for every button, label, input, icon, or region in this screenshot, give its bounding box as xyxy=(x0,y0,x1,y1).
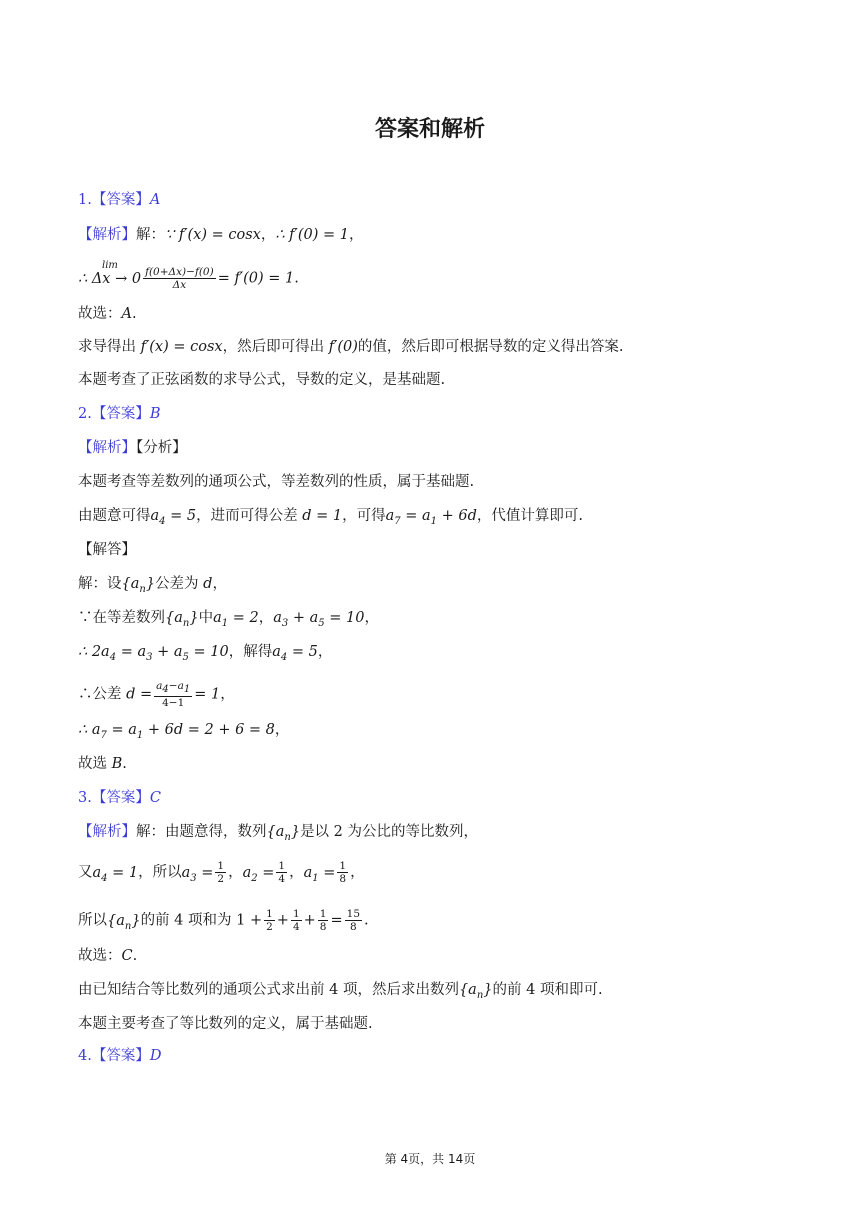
answer-4-heading: 4.【答案】D xyxy=(78,1048,162,1064)
q2-summary-line: 本题考查等差数列的通项公式，等差数列的性质，属于基础题. xyxy=(78,474,475,490)
q3-comment-line: 本题主要考查了等比数列的定义，属于基础题. xyxy=(78,1016,373,1032)
q3-method-line: 由已知结合等比数列的通项公式求出前 4 项，然后求出数列$\{a_n\}$的前 4 项和即可. xyxy=(78,982,603,1001)
page-footer: 第 4页，共 14页 xyxy=(384,1152,476,1166)
q3-analysis-line-2: 又$a_4 = 1$，所以$a_3$ = $\frac{1}{2}$ ，$a_2$ = $\frac{1}{4}$ ，$a_1$ = $\frac{1}{8}$ ， xyxy=(78,860,365,885)
q3-analysis-line-1: 【解析】解：由题意得，数列$\{a_n\}$是以 2 为公比的等比数列， xyxy=(78,824,479,843)
q2-choice-line: 故选 B. xyxy=(78,756,127,772)
q2-solution-line-4: ∴公差 d = $\frac{a_4-a_1}{4-1}$ = 1， xyxy=(78,680,235,710)
page-title: 答案和解析 xyxy=(374,117,485,142)
q1-choice-line: 故选：A. xyxy=(78,306,137,322)
answer-3-heading: 3.【答案】C xyxy=(78,790,161,806)
q2-solution-line-5: ∴ $a_7 = a_1 + 6d = 2 + 6 = 8$， xyxy=(78,722,290,741)
answer-1-heading: 1.【答案】A xyxy=(78,192,161,208)
q2-solution-line-2: ∵在等差数列$\{a_n\}$中$a_1 = 2$，$a_3 + a_5 = 10$， xyxy=(78,610,379,629)
answer-2-heading: 2.【答案】B xyxy=(78,406,161,422)
q2-solution-line-1: 解：设$\{a_n\}$公差为 d， xyxy=(78,576,227,595)
q2-solution-heading: 【解答】 xyxy=(78,542,136,558)
q1-method-line: 求导得出 f′(x) = cosx，然后即可得出 f′(0)的值，然后即可根据导数的定义得出答案. xyxy=(78,339,624,355)
q3-choice-line: 故选：C. xyxy=(78,948,138,964)
q1-limit-line: ∴ Δx → 0 lim $\frac{f(0+\Delta x)-f(0)}{\Delta x}$ = f′(0) = 1. xyxy=(78,259,299,291)
q1-analysis-line-1: 【解析】解：∵ f′(x) = cosx，∴ f′(0) = 1， xyxy=(78,227,364,243)
q2-solution-line-3: ∴ $2a_4 = a_3 + a_5 = 10$，解得$a_4 = 5$， xyxy=(78,644,333,663)
q2-method-line: 由题意可得$a_4 = 5$，进而可得公差 d = 1，可得$a_7 = a_1 + 6d$，代值计算即可. xyxy=(78,508,584,527)
q1-comment-line: 本题考查了正弦函数的求导公式，导数的定义，是基础题. xyxy=(78,372,446,388)
q3-analysis-line-3: 所以$\{a_n\}$的前 4 项和为 1 + $\frac{1}{2}$ + $\frac{1}{4}$ + $\frac{1}{8}$ = $\frac{15}{8}$ . xyxy=(78,908,369,933)
q2-analysis-heading: 【解析】【分析】 xyxy=(78,440,187,456)
